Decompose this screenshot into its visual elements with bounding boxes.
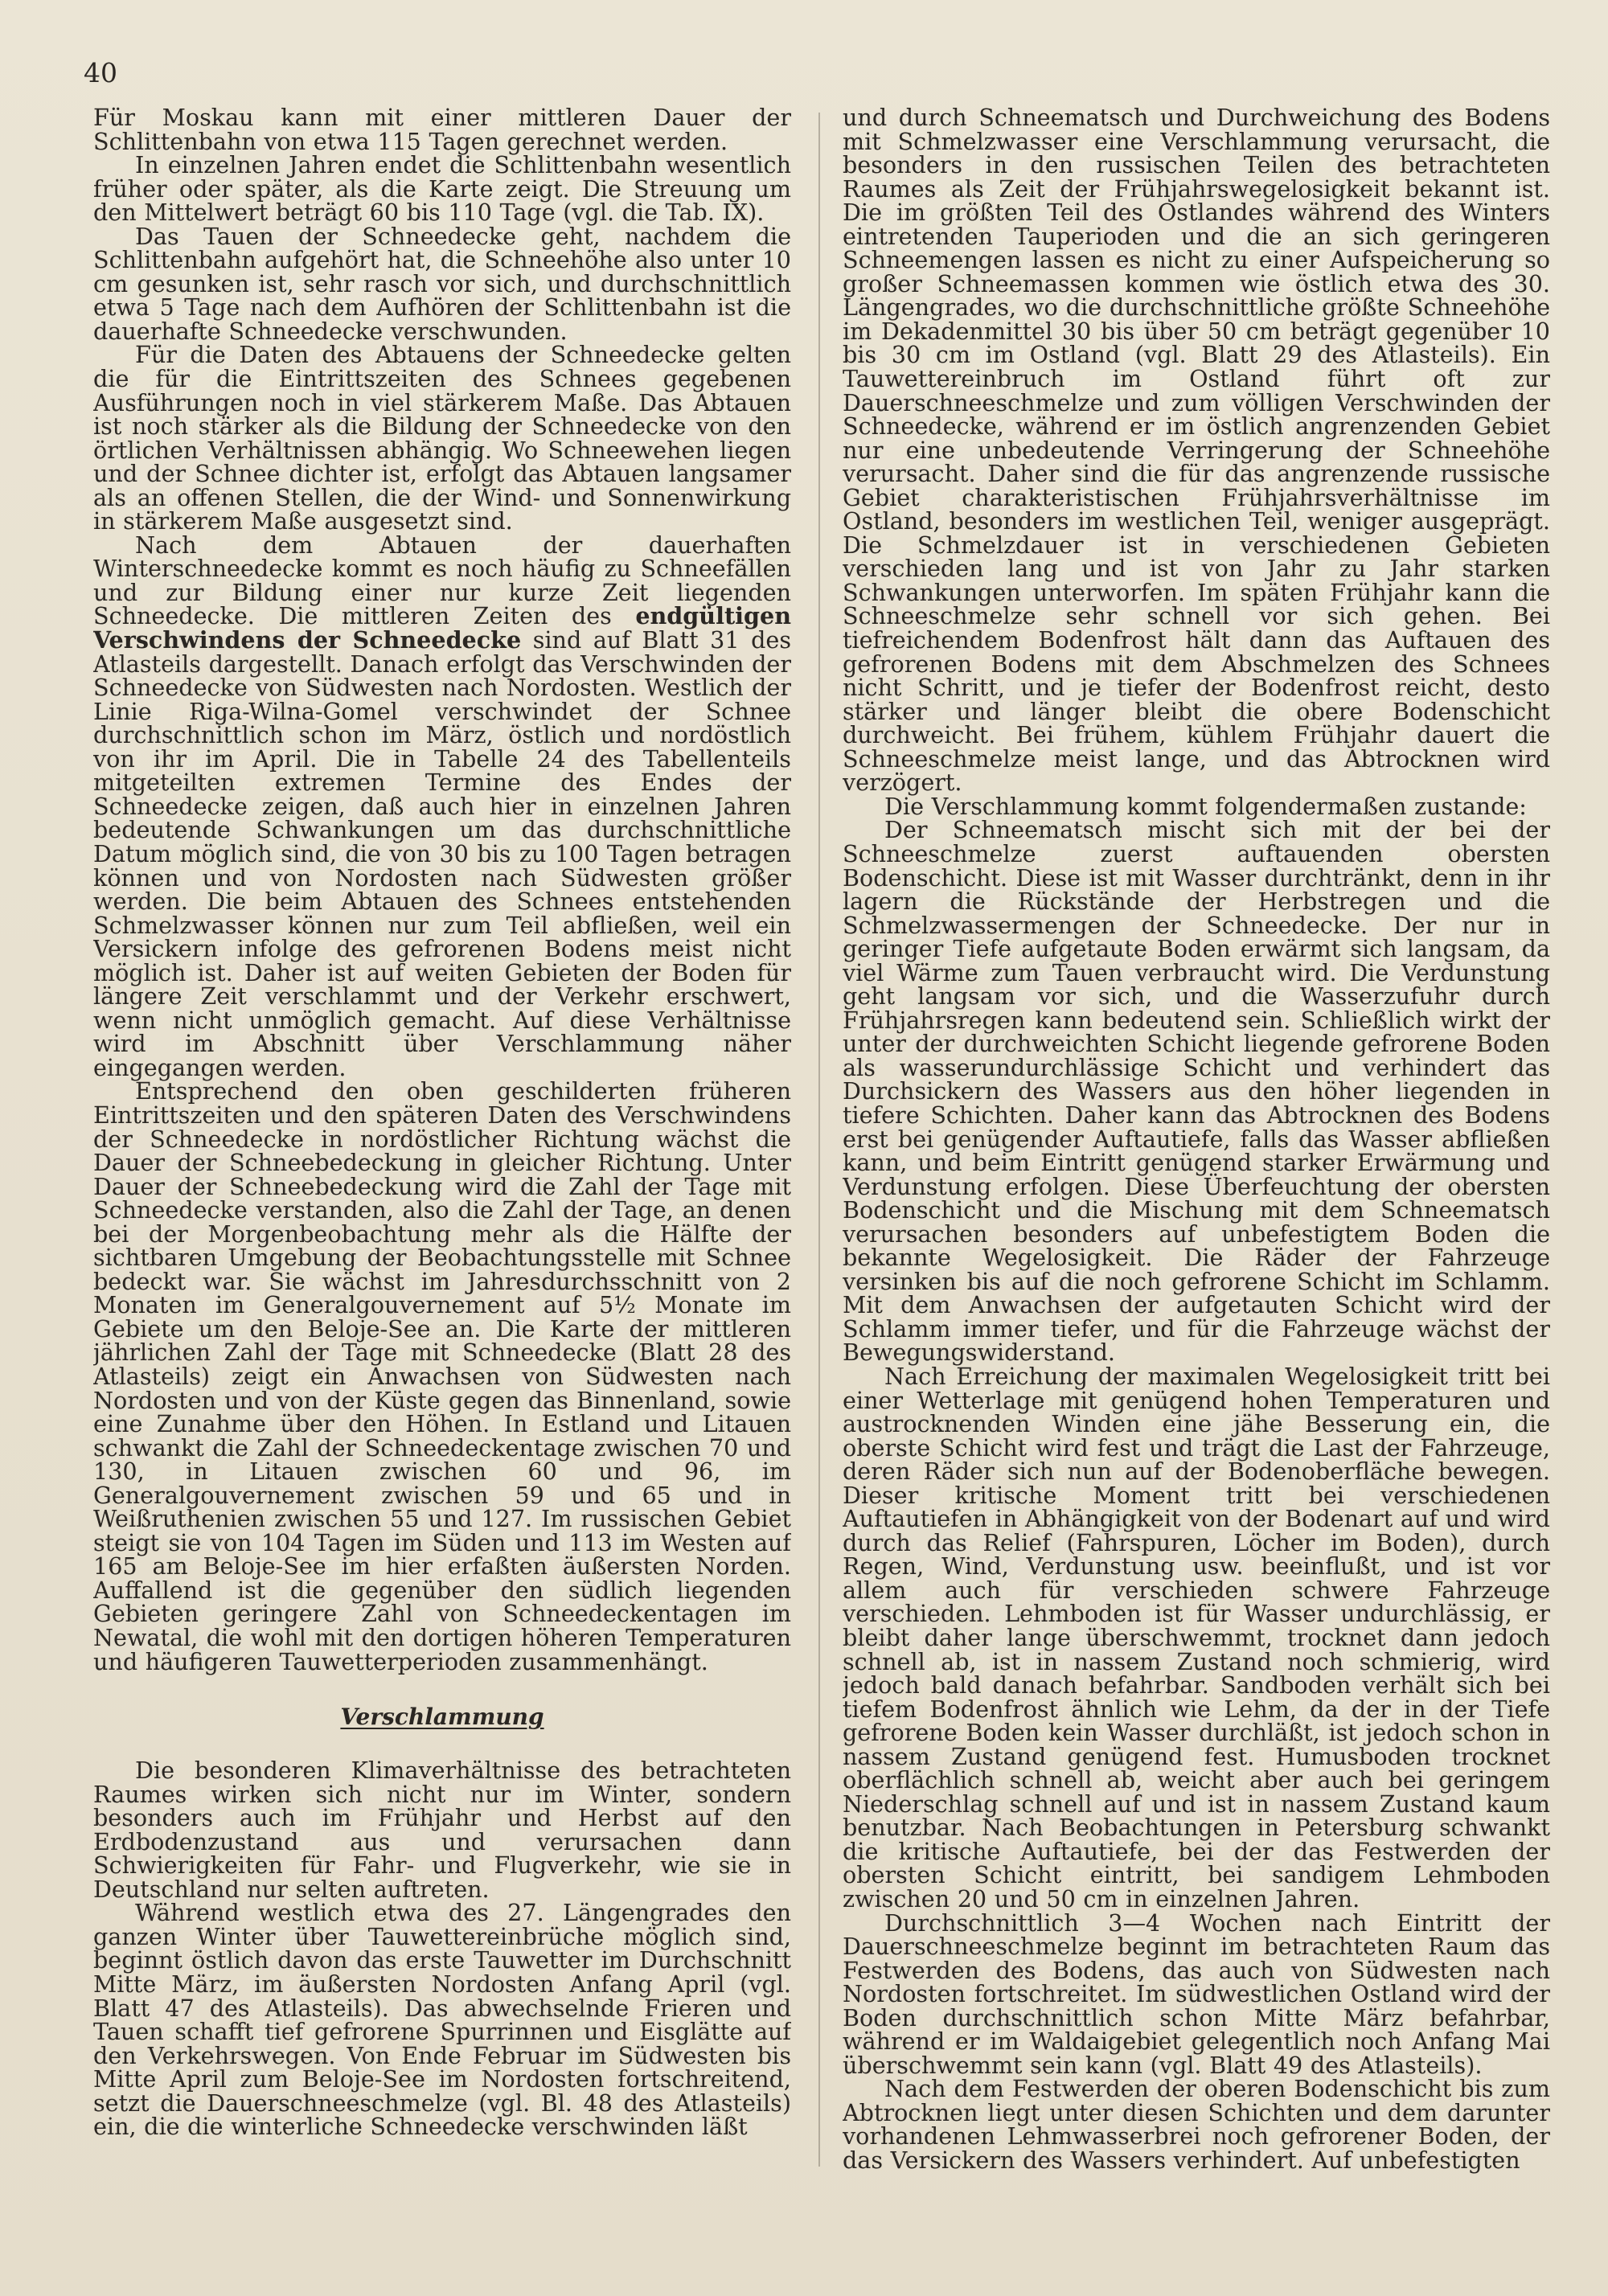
- paragraph: Nach Erreichung der maximalen Wegelosigkeit tritt bei einer Wetterlage mit genügend hohen Temperaturen und austrocknenden Winden eine jähe Besserung ein, die oberste Schicht wird fest und trägt die Last der Fahrzeuge, deren Räder sich nun auf der Bodenoberfläche bewegen. Dieser kritische Moment tritt bei verschiedenen Auftautiefen in Abhängigkeit von der Bodenart auf und wird durch das Relief (Fahrspuren, Löcher im Boden), durch Regen, Wind, Verdunstung usw. beeinflußt, und ist vor allem auch für verschieden schwere Fahrzeuge verschieden. Lehmboden ist für Wasser undurchlässig, er bleibt daher lange überschwemmt, trocknet dann jedoch schnell ab, ist in nassem Zustand noch schmierig, wird jedoch bald danach befahrbar. Sandboden verhält sich bei tiefem Bodenfrost ähnlich wie Lehm, da der in der Tiefe gefrorene Boden kein Wasser durchläßt, ist jedoch schon in nassem Zustand genügend fest. Humusboden trocknet oberflächlich schnell ab, weicht aber auch bei geringem Niederschlag schnell auf und ist in nassem Zustand kaum benutzbar. Nach Beobachtungen in Petersburg schwankt die kritische Auftautiefe, bei der das Festwerden der obersten Schicht eintritt, bei sandigem Lehmboden zwischen 20 und 50 cm in einzelnen Jahren.: [843, 1362, 1550, 1913]
- paragraph: Während westlich etwa des 27. Längengrades den ganzen Winter über Tauwettereinbrüche möglich sind, beginnt östlich davon das erste Tauwetter im Durchschnitt Mitte März, im äußersten Nordosten Anfang April (vgl. Blatt 47 des Atlasteils). Das abwechselnde Frieren und Tauen schafft tief gefrorene Spurrinnen und Eisglätte auf den Verkehrswegen. Von Ende Februar im Südwesten bis Mitte April zum Beloje-See im Nordosten fortschreitend, setzt die Dauerschneeschmelze (vgl. Bl. 48 des Atlasteils) ein, die die winterliche Schneedecke verschwinden läßt: [93, 1899, 791, 2141]
- paragraph: Die Verschlammung kommt folgendermaßen zustande:: [884, 792, 1527, 820]
- paragraph: und durch Schneematsch und Durchweichung des Bodens mit Schmelzwasser eine Verschlammung verursacht, die besonders in den russischen Teilen des betrachteten Raumes als Zeit der Frühjahrswegelosigkeit bekannt ist. Die im größten Teil des Ostlandes während des Winters eintretenden Tauperioden und die an sich geringeren Schneemengen lassen es nicht zu einer Aufspeicherung so großer Schneemassen kommen wie östlich etwa des 30. Längengrades, wo die durchschnittliche größte Schneehöhe im Dekadenmittel 30 bis über 50 cm beträgt gegenüber 10 bis 30 cm im Ostland (vgl. Blatt 29 des Atlasteils). Ein Tauwettereinbruch im Ostland führt oft zur Dauerschneeschmelze und zum völligen Verschwinden der Schneedecke, während er im östlich angrenzenden Gebiet nur eine unbedeutende Verringerung der Schneehöhe verursacht. Daher sind die für das angrenzende russische Gebiet charakteristischen Frühjahrsverhältnisse im Ostland, besonders im westlichen Teil, weniger ausgeprägt. Die Schmelzdauer ist in verschiedenen Gebieten verschieden lang und ist von Jahr zu Jahr starken Schwankungen unterworfen. Im späten Frühjahr kann die Schneeschmelze sehr schnell vor sich gehen. Bei tiefreichendem Bodenfrost hält dann das Auftauen des gefrorenen Bodens mit dem Abschmelzen des Schnees nicht Schritt, und je tiefer der Bodenfrost reicht, desto stärker und länger bleibt die obere Bodenschicht durchweicht. Bei frühem, kühlem Frühjahr dauert die Schneeschmelze meist lange, und das Abtrocknen wird verzögert.: [843, 106, 1550, 797]
- bold-phrase: endgültigen Verschwindens der Schneedecke: [93, 602, 791, 654]
- paragraph: Entsprechend den oben geschilderten früheren Eintrittszeiten und den späteren Daten des Verschwindens der Schneedecke in nordöstlicher Richtung wächst die Dauer der Schneebedeckung in gleicher Richtung. Unter Dauer der Schneebedeckung wird die Zahl der Tage mit Schneedecke verstanden, also die Zahl der Tage, an denen bei der Morgenbeobachtung mehr als die Hälfte der sichtbaren Umgebung der Beobachtungsstelle mit Schnee bedeckt war. Sie wächst im Jahresdurchsschnitt von 2 Monaten im Generalgouvernement auf 5½ Monate im Gebiete um den Beloje-See an. Die Karte der mittleren jährlichen Zahl der Tage mit Schneedecke (Blatt 28 des Atlasteils) zeigt ein Anwachsen von Südwesten nach Nordosten und von der Küste gegen das Binnenland, sowie eine Zunahme über den Höhen. In Estland und Litauen schwankt die Zahl der Schneedeckentage zwischen 70 und 130, in Litauen zwischen 60 und 96, im Generalgouvernement zwischen 59 und 65 und in Weißruthenien zwischen 55 und 127. Im russischen Gebiet steigt sie von 104 Tagen im Süden und 113 im Westen auf 165 am Beloje-See im hier erfaßten äußersten Norden. Auffallend ist die gegenüber den südlich liegenden Gebieten geringere Zahl von Schneedeckentagen im Newatal, die wohl mit den dortigen höheren Temperaturen und häufigeren Tauwetterperioden zusammenhängt.: [93, 1077, 791, 1675]
- right-column: [843, 106, 1550, 2180]
- paragraph: Der Schneematsch mischt sich mit der bei der Schneeschmelze zuerst auftauenden obersten Bodenschicht. Diese ist mit Wasser durchtränkt, denn in ihr lagern die Rückstände der Herbstregen und die Schmelzwassermengen der Schneedecke. Der nur in geringer Tiefe aufgetaute Boden erwärmt sich langsam, da viel Wärme zum Tauen verbraucht wird. Die Verdunstung geht langsam vor sich, und die Wasserzufuhr durch Frühjahrsregen kann bedeutend sein. Schließlich wirkt der unter der durchweichten Schicht liegende gefrorene Boden als wasserundurchlässige Schicht und verhindert das Durchsickern des Wassers aus den höher liegenden in tiefere Schichten. Daher kann das Abtrocknen des Bodens erst bei genügender Auftautiefe, falls das Wasser abfließen kann, und beim Eintritt genügend starker Erwärmung und Verdunstung erfolgen. Diese Überfeuchtung der obersten Bodenschicht und die Mischung mit dem Schneematsch verursachen besonders auf unbefestigtem Boden die bekannte Wegelosigkeit. Die Räder der Fahrzeuge versinken bis auf die noch gefrorene Schicht im Schlamm. Mit dem Anwachsen der aufgetauten Schicht wird der Schlamm immer tiefer, und für die Fahrzeuge wächst der Bewegungswiderstand.: [843, 816, 1550, 1367]
- paragraph: Für die Daten des Abtauens der Schneedecke gelten die für die Eintrittszeiten des Schnees gegebenen Ausführungen noch in viel stärkerem Maße. Das Abtauen ist noch stärker als die Bildung der Schneedecke von den örtlichen Verhältnissen abhängig. Wo Schneewehen liegen und der Schnee dichter ist, erfolgt das Abtauen langsamer als an offenen Stellen, die der Wind- und Sonnenwirkung in stärkerem Maße ausgesetzt sind.: [93, 341, 791, 535]
- page-number: 40: [84, 57, 117, 88]
- left-column: [93, 106, 791, 2180]
- paragraph: Durchschnittlich 3—4 Wochen nach Eintritt der Dauerschneeschmelze beginnt im betrachteten Raum das Festwerden des Bodens, das auch von Südwesten nach Nordosten fortschreitet. Im südwestlichen Ostland wird der Boden durchschnittlich schon Mitte März befahrbar, während er im Waldaigebiet gelegentlich noch Anfang Mai überschwemmt sein kann (vgl. Blatt 49 des Atlasteils).: [843, 1909, 1550, 2079]
- paragraph-text: sind auf Blatt 31 des Atlasteils dargestellt. Danach erfolgt das Verschwinden der Schneedecke von Südwesten nach Nordosten. Westlich der Linie Riga-Wilna-Gomel verschwindet der Schnee durchschnittlich schon im März, östlich und nordöstlich von ihr im April. Die in Tabelle 24 des Tabellenteils mitgeteilten extremen Termine des Endes der Schneedecke zeigen, daß auch hier in einzelnen Jahren bedeutende Schwankungen um das durchschnittliche Datum möglich sind, die von 30 bis zu 100 Tagen betragen können und von Nordosten nach Südwesten größer werden. Die beim Abtauen des Schnees entstehenden Schmelzwasser können nur zum Teil abfließen, weil ein Versickern infolge des gefrorenen Bodens meist nicht möglich ist. Daher ist auf weiten Gebieten der Boden für längere Zeit verschlammt und der Verkehr erschwert, wenn nicht unmöglich gemacht. Auf diese Verhältnisse wird im Abschnitt über Verschlammung näher eingegangen werden.: [93, 626, 791, 1081]
- paragraph: [93, 531, 791, 1081]
- paragraph-text: Nach dem Abtauen der dauerhaften Winterschneedecke kommt es noch häufig zu Schneefällen und zur Bildung einer nur kurze Zeit liegenden Schneedecke. Die mittleren Zeiten des: [93, 531, 791, 630]
- paragraph: In einzelnen Jahren endet die Schlittenbahn wesentlich früher oder später, als die Karte zeigt. Die Streuung um den Mittelwert beträgt 60 bis 110 Tage (vgl. die Tab. IX).: [93, 151, 791, 227]
- paragraph: Das Tauen der Schneedecke geht, nachdem die Schlittenbahn aufgehört hat, die Schneehöhe also unter 10 cm gesunken ist, sehr rasch vor sich, und durchschnittlich etwa 5 Tage nach dem Aufhören der Schlittenbahn ist die dauerhafte Schneedecke verschwunden.: [93, 222, 791, 345]
- section-heading: Verschlammung: [340, 1704, 544, 1731]
- paragraph: Für Moskau kann mit einer mittleren Dauer der Schlittenbahn von etwa 115 Tagen gerechnet werden.: [93, 106, 791, 155]
- paragraph: Die besonderen Klimaverhältnisse des betrachteten Raumes wirken sich nicht nur im Winter, sondern besonders auch im Frühjahr und Herbst auf den Erdbodenzustand aus und verursachen dann Schwierigkeiten für Fahr- und Flugverkehr, wie sie in Deutschland nur selten auftreten.: [93, 1757, 791, 1903]
- paragraph: Nach dem Festwerden der oberen Bodenschicht bis zum Abtrocknen liegt unter diesen Schichten und dem darunter vorhandenen Lehmwasserbrei noch gefrorener Boden, der das Versickern des Wassers verhindert. Auf unbefestigten: [843, 2075, 1550, 2175]
- column-divider: [818, 113, 820, 2167]
